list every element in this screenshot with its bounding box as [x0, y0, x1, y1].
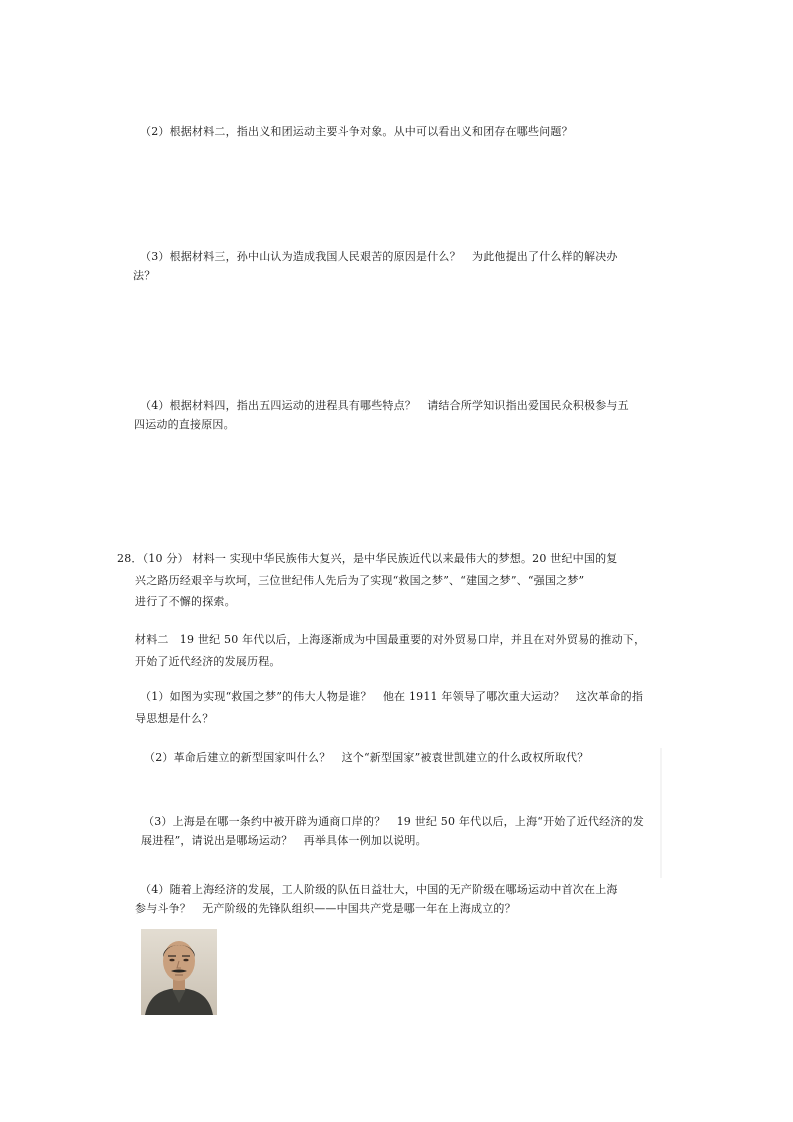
q27-part3-line1: （3）根据材料三，孙中山认为造成我国人民艰苦的原因是什么？ 为此他提出了什么样的解决办 [140, 250, 618, 263]
q27-part4-line1: （4）根据材料四，指出五四运动的进程具有哪些特点？ 请结合所学知识指出爱国民众积极参与五 [140, 399, 629, 412]
q28-material2-line2: 开始了近代经济的发展历程。 [135, 655, 281, 668]
q27-part3-line2: 法？ [133, 269, 156, 282]
q27-part2: （2）根据材料二，指出义和团运动主要斗争对象。从中可以看出义和团存在哪些问题？ [140, 125, 573, 138]
sun-yat-sen-portrait [141, 929, 217, 1015]
q28-part1-line1: （1）如图为实现“救国之梦”的伟大人物是谁？ 他在 1911 年领导了哪次重大运动？ 这次革命的指 [140, 690, 644, 703]
scan-artifact [660, 748, 662, 878]
q28-part1-line2: 导思想是什么？ [135, 712, 214, 725]
q28-part3-line1: （3）上海是在哪一条约中被开辟为通商口岸的？ 19 世纪 50 年代以后，上海“开始了近代经济的发 [143, 815, 644, 828]
q27-part4-line2: 四运动的直接原因。 [134, 418, 235, 431]
q28-part2: （2）革命后建立的新型国家叫什么？ 这个“新型国家”被袁世凯建立的什么政权所取代？ [144, 751, 589, 764]
q28-line2: 兴之路历经艰辛与坎坷，三位世纪伟人先后为了实现“救国之梦”、“建国之梦”、“强国之梦” [135, 574, 585, 587]
q28-part3-line2: 展进程”，请说出是哪场运动？ 再举具体一例加以说明。 [141, 834, 427, 847]
q28-line1: 28．（10 分） 材料一 实现中华民族伟大复兴，是中华民族近代以来最伟大的梦想。20 世纪中国的复 [117, 552, 618, 565]
q28-line3: 进行了不懈的探索。 [135, 595, 236, 608]
q28-part4-line1: （4）随着上海经济的发展，工人阶级的队伍日益壮大，中国的无产阶级在哪场运动中首次在上海 [140, 883, 618, 896]
q28-part4-line2: 参与斗争？ 无产阶级的先锋队组织——中国共产党是哪一年在上海成立的？ [135, 902, 516, 915]
q28-material2-line1: 材料二 19 世纪 50 年代以后，上海逐渐成为中国最重要的对外贸易口岸，并且在对外贸易的推动下， [135, 633, 646, 646]
